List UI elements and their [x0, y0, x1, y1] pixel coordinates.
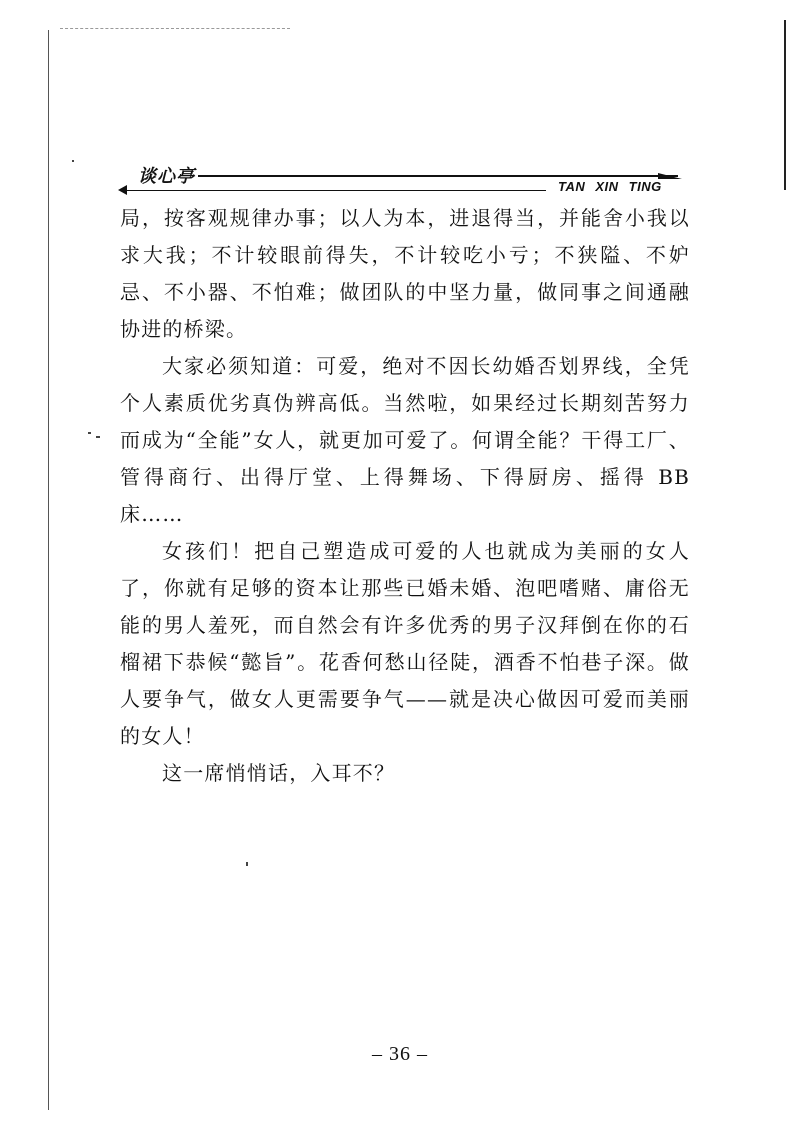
- scan-speck: [72, 160, 74, 162]
- page-number: – 36 –: [372, 1043, 428, 1065]
- scan-speck: [96, 436, 100, 438]
- scan-speck: [88, 432, 91, 434]
- body-text: [120, 200, 690, 792]
- header-rule-tip: [658, 167, 682, 179]
- paragraph: 这一席悄悄话，入耳不？: [162, 761, 396, 785]
- scan-margin-line-left: [48, 30, 49, 1110]
- header-rule-bottom: [120, 190, 546, 191]
- paragraph: 大家必须知道：可爱，绝对不因长幼婚否划界线，全凭个人素质优劣真伪辨高低。当然啦，如果经过长期刻苦努力而成为“全能”女人，就更加可爱了。何谓全能？干得工厂、管得商行、出得厅堂、上得舞场、下得厨房、摇得 BB 床……: [120, 354, 690, 526]
- running-header: [118, 160, 684, 200]
- paragraph: 局，按客观规律办事；以人为本，进退得当，并能舍小我以求大我；不计较眼前得失，不计较吃小亏；不狭隘、不妒忌、不小器、不怕难；做团队的中坚力量，做同事之间通融协进的桥梁。: [120, 206, 690, 341]
- scan-speck: [246, 862, 248, 866]
- scan-margin-line-right: [784, 20, 786, 190]
- header-rule-top: [198, 175, 678, 177]
- header-subtitle: TAN XIN TING: [558, 179, 662, 194]
- header-title: 谈心亭: [138, 166, 195, 187]
- scan-margin-dash-top: [60, 28, 290, 29]
- paragraph: 女孩们！把自己塑造成可爱的人也就成为美丽的女人了，你就有足够的资本让那些已婚未婚、泡吧嗜赌、庸俗无能的男人羞死，而自然会有许多优秀的男子汉拜倒在你的石榴裙下恭候“懿旨”。花香何愁山径陡，酒香不怕巷子深。做人要争气，做女人更需要争气——就是决心做因可爱而美丽的女人！: [120, 539, 690, 748]
